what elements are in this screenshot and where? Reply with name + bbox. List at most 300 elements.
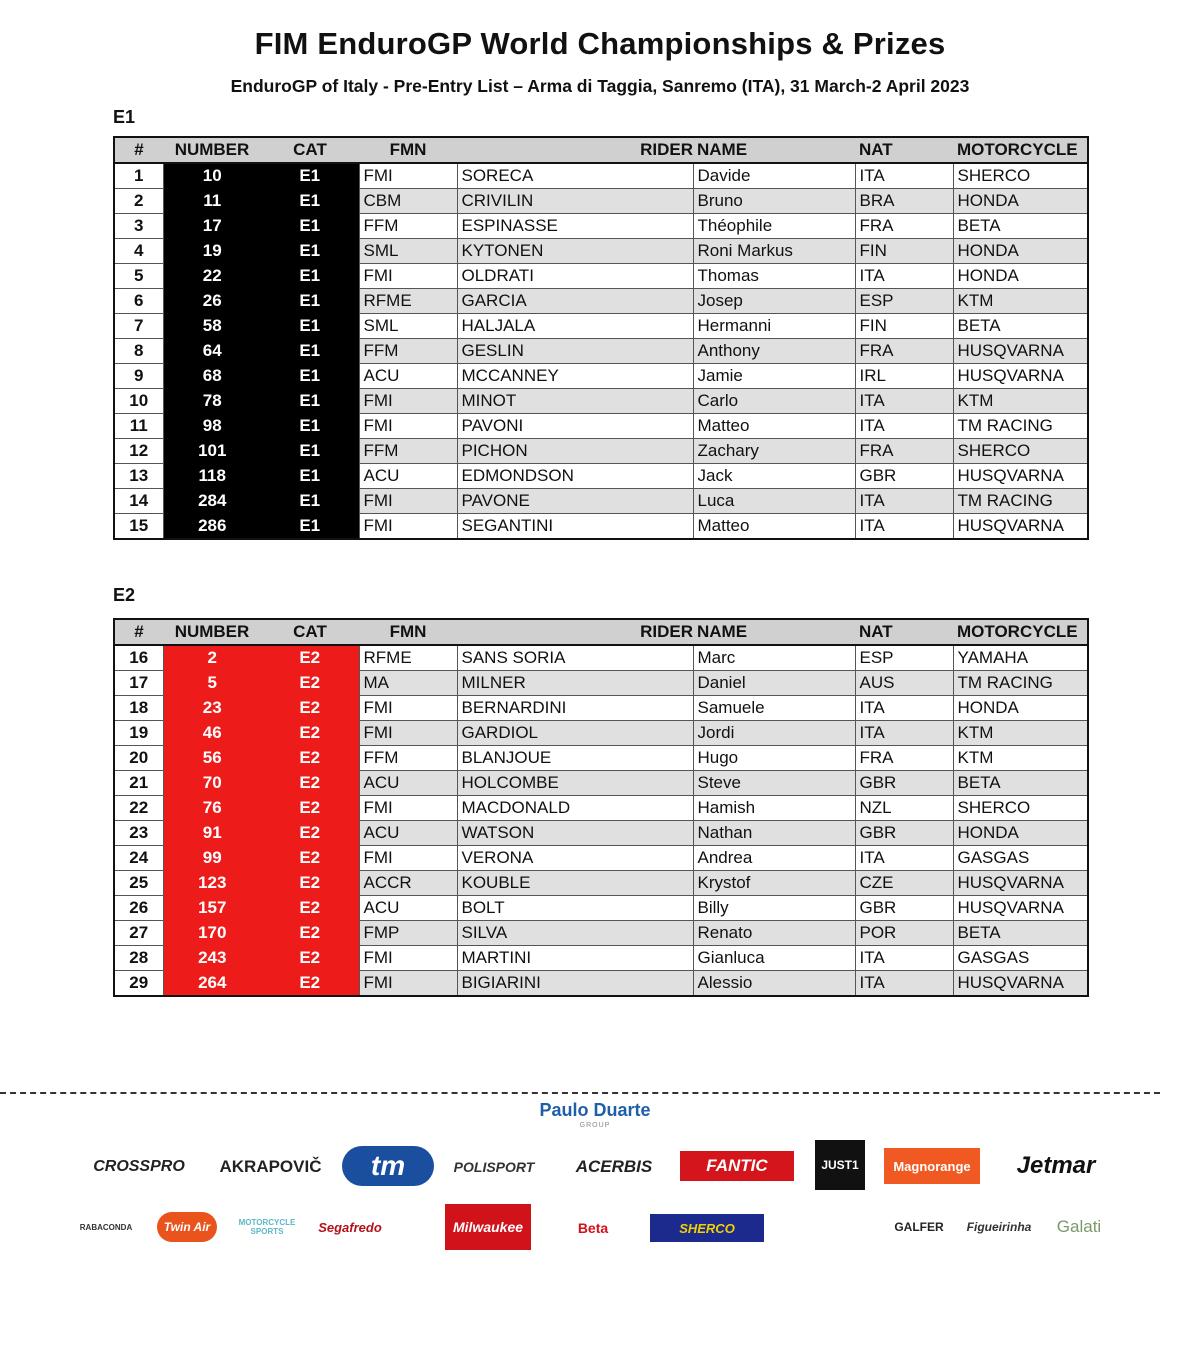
cell-nat: FRA: [855, 339, 953, 364]
table-row: [114, 189, 1088, 214]
table-row: [114, 671, 1088, 696]
cell-nat: GBR: [855, 771, 953, 796]
cell-cat: E2: [261, 746, 359, 771]
cell-cat: E1: [261, 163, 359, 189]
cell-number: 64: [163, 339, 261, 364]
cell-rider: BOLT: [457, 896, 693, 921]
cell-nat: IRL: [855, 364, 953, 389]
cell-rider: HOLCOMBE: [457, 771, 693, 796]
cell-number: 78: [163, 389, 261, 414]
cell-rider: MCCANNEY: [457, 364, 693, 389]
cell-motorcycle: TM RACING: [953, 414, 1088, 439]
table-row: [114, 771, 1088, 796]
cell-fmn: ACU: [359, 896, 457, 921]
cell-name: Zachary: [693, 439, 855, 464]
table-row: [114, 746, 1088, 771]
col-header-rider: RIDER: [457, 137, 693, 163]
cell-fmn: FMI: [359, 264, 457, 289]
cell-cat: E1: [261, 489, 359, 514]
sponsor-logo-motorcycle-sports: MOTORCYCLE SPORTS: [238, 1218, 296, 1236]
sponsor-logo-akrapovic: AKRAPOVIČ: [219, 1157, 322, 1176]
sponsor-logo-segafredo: Segafredo: [318, 1219, 382, 1235]
cell-motorcycle: KTM: [953, 289, 1088, 314]
cell-motorcycle: BETA: [953, 921, 1088, 946]
sponsor-logo-acerbis: ACERBIS: [575, 1157, 653, 1176]
cell-rider: SILVA: [457, 921, 693, 946]
table-row: [114, 821, 1088, 846]
cell-motorcycle: KTM: [953, 746, 1088, 771]
cell-number: 58: [163, 314, 261, 339]
cell-motorcycle: TM RACING: [953, 489, 1088, 514]
col-header-motorcycle: MOTORCYCLE: [953, 619, 1088, 645]
cell-number: 243: [163, 946, 261, 971]
cell-pos: 2: [114, 189, 163, 214]
cell-name: Josep: [693, 289, 855, 314]
cell-nat: GBR: [855, 464, 953, 489]
cell-cat: E2: [261, 771, 359, 796]
cell-rider: KYTONEN: [457, 239, 693, 264]
page-title: FIM EnduroGP World Championships & Prizes: [254, 26, 946, 61]
col-header-name: NAME: [693, 619, 855, 645]
cell-pos: 5: [114, 264, 163, 289]
cell-number: 264: [163, 971, 261, 997]
cell-number: 157: [163, 896, 261, 921]
cell-pos: 6: [114, 289, 163, 314]
cell-pos: 1: [114, 163, 163, 189]
table-row: [114, 414, 1088, 439]
sponsor-logo-milwaukee: Milwaukee: [445, 1204, 531, 1250]
cell-pos: 13: [114, 464, 163, 489]
cell-cat: E1: [261, 464, 359, 489]
table-row: [114, 163, 1088, 189]
cell-rider: BIGIARINI: [457, 971, 693, 997]
cell-nat: ITA: [855, 514, 953, 540]
cell-motorcycle: SHERCO: [953, 439, 1088, 464]
sponsor-logo-beta: Beta: [577, 1220, 609, 1236]
cell-number: 99: [163, 846, 261, 871]
cell-fmn: SML: [359, 314, 457, 339]
cell-number: 22: [163, 264, 261, 289]
cell-pos: 26: [114, 896, 163, 921]
cell-number: 284: [163, 489, 261, 514]
cell-rider: SORECA: [457, 163, 693, 189]
cell-motorcycle: KTM: [953, 389, 1088, 414]
page-subtitle: EnduroGP of Italy - Pre-Entry List – Arma di Taggia, Sanremo (ITA), 31 March-2 April 2023: [230, 76, 970, 96]
cell-rider: OLDRATI: [457, 264, 693, 289]
cell-rider: MACDONALD: [457, 796, 693, 821]
table-row: [114, 514, 1088, 540]
col-header-nat: NAT: [855, 619, 953, 645]
cell-fmn: ACU: [359, 771, 457, 796]
cell-fmn: FFM: [359, 746, 457, 771]
cell-motorcycle: HONDA: [953, 696, 1088, 721]
cell-number: 118: [163, 464, 261, 489]
cell-pos: 29: [114, 971, 163, 997]
cell-cat: E2: [261, 846, 359, 871]
table-row: [114, 846, 1088, 871]
cell-fmn: FMI: [359, 971, 457, 997]
cell-rider: ESPINASSE: [457, 214, 693, 239]
sponsor-logo-jetmar: Jetmar: [1016, 1152, 1096, 1179]
cell-motorcycle: HUSQVARNA: [953, 464, 1088, 489]
cell-name: Jamie: [693, 364, 855, 389]
cell-cat: E2: [261, 971, 359, 997]
sponsor-logo-just1: JUST1: [815, 1140, 865, 1190]
cell-number: 26: [163, 289, 261, 314]
cell-fmn: FMI: [359, 721, 457, 746]
cell-fmn: FFM: [359, 439, 457, 464]
table-row: [114, 489, 1088, 514]
col-header-number: NUMBER: [163, 619, 261, 645]
cell-cat: E1: [261, 439, 359, 464]
table-row: [114, 364, 1088, 389]
cell-pos: 7: [114, 314, 163, 339]
sponsor-logo-magnorange: Magnorange: [884, 1148, 980, 1184]
table-row: [114, 264, 1088, 289]
cell-motorcycle: SHERCO: [953, 796, 1088, 821]
cell-rider: MINOT: [457, 389, 693, 414]
cell-nat: AUS: [855, 671, 953, 696]
cell-motorcycle: BETA: [953, 314, 1088, 339]
sponsor-logo-rabaconda: RABACONDA: [79, 1222, 133, 1232]
cell-cat: E2: [261, 696, 359, 721]
cell-name: Billy: [693, 896, 855, 921]
col-header-pos: #: [114, 619, 163, 645]
cell-rider: BLANJOUE: [457, 746, 693, 771]
cell-number: 5: [163, 671, 261, 696]
cell-cat: E2: [261, 896, 359, 921]
cell-nat: ITA: [855, 846, 953, 871]
sponsor-logo-twinair: Twin Air: [157, 1212, 217, 1242]
section-label-e2: E2: [113, 585, 136, 605]
cell-number: 68: [163, 364, 261, 389]
cell-name: Anthony: [693, 339, 855, 364]
cell-cat: E1: [261, 239, 359, 264]
cell-nat: ITA: [855, 696, 953, 721]
cell-number: 17: [163, 214, 261, 239]
cell-cat: E2: [261, 921, 359, 946]
cell-cat: E2: [261, 671, 359, 696]
table-row: [114, 946, 1088, 971]
cell-fmn: ACCR: [359, 871, 457, 896]
cell-nat: ITA: [855, 264, 953, 289]
cell-nat: ESP: [855, 289, 953, 314]
cell-rider: KOUBLE: [457, 871, 693, 896]
cell-rider: GARDIOL: [457, 721, 693, 746]
cell-nat: ITA: [855, 389, 953, 414]
cell-fmn: FMI: [359, 846, 457, 871]
sponsor-logo-fantic: FANTIC: [680, 1151, 794, 1181]
cell-pos: 19: [114, 721, 163, 746]
table-row: [114, 896, 1088, 921]
table-header-row: [114, 137, 1088, 163]
cell-name: Hermanni: [693, 314, 855, 339]
e2-table-body: [114, 645, 1088, 996]
table-row: [114, 921, 1088, 946]
sponsor-logo-sherco: SHERCO: [650, 1214, 764, 1242]
cell-fmn: ACU: [359, 364, 457, 389]
cell-motorcycle: HONDA: [953, 264, 1088, 289]
cell-motorcycle: HONDA: [953, 239, 1088, 264]
cell-motorcycle: HUSQVARNA: [953, 896, 1088, 921]
table-row: [114, 339, 1088, 364]
e2-entry-table: [113, 618, 1089, 997]
col-header-number: NUMBER: [163, 137, 261, 163]
cell-pos: 21: [114, 771, 163, 796]
cell-name: Renato: [693, 921, 855, 946]
cell-rider: BERNARDINI: [457, 696, 693, 721]
col-header-fmn: FMN: [359, 137, 457, 163]
cell-motorcycle: BETA: [953, 771, 1088, 796]
cell-nat: ITA: [855, 946, 953, 971]
cell-name: Luca: [693, 489, 855, 514]
table-row: [114, 239, 1088, 264]
cell-fmn: FMI: [359, 796, 457, 821]
cell-cat: E1: [261, 214, 359, 239]
cell-nat: CZE: [855, 871, 953, 896]
cell-nat: NZL: [855, 796, 953, 821]
cell-nat: FRA: [855, 214, 953, 239]
col-header-cat: CAT: [261, 619, 359, 645]
cell-rider: PICHON: [457, 439, 693, 464]
sponsor-logo-tm: tm: [342, 1146, 434, 1186]
cell-cat: E2: [261, 721, 359, 746]
cell-rider: SEGANTINI: [457, 514, 693, 540]
cell-number: 123: [163, 871, 261, 896]
table-row: [114, 721, 1088, 746]
cell-nat: ITA: [855, 721, 953, 746]
cell-fmn: FFM: [359, 339, 457, 364]
cell-nat: ITA: [855, 971, 953, 997]
cell-cat: E1: [261, 314, 359, 339]
cell-pos: 14: [114, 489, 163, 514]
cell-name: Daniel: [693, 671, 855, 696]
cell-fmn: ACU: [359, 464, 457, 489]
table-row: [114, 214, 1088, 239]
cell-motorcycle: HUSQVARNA: [953, 364, 1088, 389]
cell-number: 76: [163, 796, 261, 821]
cell-motorcycle: HUSQVARNA: [953, 339, 1088, 364]
cell-fmn: FFM: [359, 214, 457, 239]
cell-rider: VERONA: [457, 846, 693, 871]
cell-motorcycle: HUSQVARNA: [953, 971, 1088, 997]
cell-cat: E2: [261, 821, 359, 846]
cell-nat: ITA: [855, 414, 953, 439]
cell-rider: MILNER: [457, 671, 693, 696]
cell-nat: GBR: [855, 821, 953, 846]
col-header-fmn: FMN: [359, 619, 457, 645]
sponsor-logo-galfer: GALFER: [894, 1220, 944, 1234]
cell-cat: E1: [261, 339, 359, 364]
cell-rider: GESLIN: [457, 339, 693, 364]
cell-pos: 10: [114, 389, 163, 414]
cell-fmn: CBM: [359, 189, 457, 214]
cell-pos: 9: [114, 364, 163, 389]
cell-number: 19: [163, 239, 261, 264]
cell-fmn: FMI: [359, 489, 457, 514]
cell-pos: 4: [114, 239, 163, 264]
sponsor-paulo-duarte: Paulo Duarte: [539, 1100, 651, 1120]
cell-rider: GARCIA: [457, 289, 693, 314]
cell-cat: E2: [261, 871, 359, 896]
footer-divider: [0, 1092, 1160, 1094]
e1-entry-table: [113, 136, 1089, 540]
cell-cat: E2: [261, 946, 359, 971]
cell-name: Matteo: [693, 414, 855, 439]
col-header-pos: #: [114, 137, 163, 163]
cell-fmn: SML: [359, 239, 457, 264]
cell-rider: HALJALA: [457, 314, 693, 339]
cell-name: Thomas: [693, 264, 855, 289]
cell-pos: 11: [114, 414, 163, 439]
table-row: [114, 439, 1088, 464]
cell-rider: PAVONE: [457, 489, 693, 514]
cell-pos: 27: [114, 921, 163, 946]
cell-name: Andrea: [693, 846, 855, 871]
cell-pos: 17: [114, 671, 163, 696]
cell-motorcycle: GASGAS: [953, 846, 1088, 871]
cell-motorcycle: HONDA: [953, 189, 1088, 214]
cell-nat: POR: [855, 921, 953, 946]
cell-pos: 24: [114, 846, 163, 871]
cell-cat: E2: [261, 796, 359, 821]
table-row: [114, 314, 1088, 339]
cell-nat: FRA: [855, 439, 953, 464]
cell-motorcycle: HUSQVARNA: [953, 514, 1088, 540]
cell-name: Davide: [693, 163, 855, 189]
cell-rider: PAVONI: [457, 414, 693, 439]
cell-name: Alessio: [693, 971, 855, 997]
cell-number: 56: [163, 746, 261, 771]
cell-pos: 3: [114, 214, 163, 239]
table-row: [114, 971, 1088, 997]
cell-rider: SANS SORIA: [457, 645, 693, 671]
cell-name: Matteo: [693, 514, 855, 540]
cell-pos: 12: [114, 439, 163, 464]
cell-nat: FIN: [855, 314, 953, 339]
cell-fmn: FMI: [359, 696, 457, 721]
cell-motorcycle: YAMAHA: [953, 645, 1088, 671]
cell-number: 11: [163, 189, 261, 214]
cell-motorcycle: BETA: [953, 214, 1088, 239]
cell-name: Théophile: [693, 214, 855, 239]
cell-fmn: RFME: [359, 645, 457, 671]
col-header-cat: CAT: [261, 137, 359, 163]
cell-name: Carlo: [693, 389, 855, 414]
cell-number: 2: [163, 645, 261, 671]
cell-name: Marc: [693, 645, 855, 671]
cell-motorcycle: TM RACING: [953, 671, 1088, 696]
cell-cat: E1: [261, 189, 359, 214]
cell-fmn: ACU: [359, 821, 457, 846]
cell-name: Hamish: [693, 796, 855, 821]
sponsor-logo-galati: Galati: [1056, 1217, 1102, 1236]
e1-table-body: [114, 163, 1088, 539]
cell-nat: BRA: [855, 189, 953, 214]
cell-name: Bruno: [693, 189, 855, 214]
cell-name: Krystof: [693, 871, 855, 896]
cell-fmn: FMI: [359, 163, 457, 189]
cell-fmn: RFME: [359, 289, 457, 314]
cell-name: Nathan: [693, 821, 855, 846]
cell-motorcycle: KTM: [953, 721, 1088, 746]
cell-fmn: FMI: [359, 389, 457, 414]
cell-motorcycle: SHERCO: [953, 163, 1088, 189]
table-row: [114, 464, 1088, 489]
sponsor-logo-polisport: POLISPORT: [453, 1159, 535, 1175]
cell-nat: ITA: [855, 163, 953, 189]
cell-name: Gianluca: [693, 946, 855, 971]
cell-motorcycle: HUSQVARNA: [953, 871, 1088, 896]
col-header-nat: NAT: [855, 137, 953, 163]
cell-cat: E1: [261, 364, 359, 389]
cell-pos: 28: [114, 946, 163, 971]
cell-fmn: FMI: [359, 514, 457, 540]
cell-motorcycle: GASGAS: [953, 946, 1088, 971]
table-row: [114, 389, 1088, 414]
sponsor-logo-crosspro: CROSSPRO: [93, 1158, 185, 1175]
cell-pos: 22: [114, 796, 163, 821]
cell-number: 10: [163, 163, 261, 189]
cell-pos: 25: [114, 871, 163, 896]
section-label-e1: E1: [113, 107, 136, 127]
cell-nat: ITA: [855, 489, 953, 514]
cell-pos: 20: [114, 746, 163, 771]
cell-rider: MARTINI: [457, 946, 693, 971]
cell-fmn: FMP: [359, 921, 457, 946]
cell-name: Jordi: [693, 721, 855, 746]
cell-name: Roni Markus: [693, 239, 855, 264]
cell-nat: GBR: [855, 896, 953, 921]
cell-name: Steve: [693, 771, 855, 796]
cell-name: Samuele: [693, 696, 855, 721]
cell-number: 91: [163, 821, 261, 846]
cell-name: Hugo: [693, 746, 855, 771]
table-row: [114, 645, 1088, 671]
col-header-name: NAME: [693, 137, 855, 163]
cell-rider: CRIVILIN: [457, 189, 693, 214]
cell-cat: E1: [261, 289, 359, 314]
cell-cat: E1: [261, 389, 359, 414]
cell-number: 70: [163, 771, 261, 796]
cell-nat: FIN: [855, 239, 953, 264]
cell-motorcycle: HONDA: [953, 821, 1088, 846]
cell-cat: E2: [261, 645, 359, 671]
table-header-row: [114, 619, 1088, 645]
cell-name: Jack: [693, 464, 855, 489]
cell-fmn: FMI: [359, 414, 457, 439]
sponsor-paulo-duarte-group: GROUP: [579, 1122, 611, 1129]
table-row: [114, 289, 1088, 314]
cell-nat: FRA: [855, 746, 953, 771]
cell-cat: E1: [261, 264, 359, 289]
cell-number: 170: [163, 921, 261, 946]
cell-cat: E1: [261, 414, 359, 439]
table-row: [114, 696, 1088, 721]
cell-pos: 15: [114, 514, 163, 540]
col-header-rider: RIDER: [457, 619, 693, 645]
cell-fmn: FMI: [359, 946, 457, 971]
cell-number: 23: [163, 696, 261, 721]
cell-cat: E1: [261, 514, 359, 540]
cell-rider: EDMONDSON: [457, 464, 693, 489]
cell-pos: 23: [114, 821, 163, 846]
table-row: [114, 796, 1088, 821]
table-row: [114, 871, 1088, 896]
cell-number: 46: [163, 721, 261, 746]
cell-pos: 8: [114, 339, 163, 364]
sponsor-logo-figueirinha: Figueirinha: [966, 1220, 1032, 1234]
